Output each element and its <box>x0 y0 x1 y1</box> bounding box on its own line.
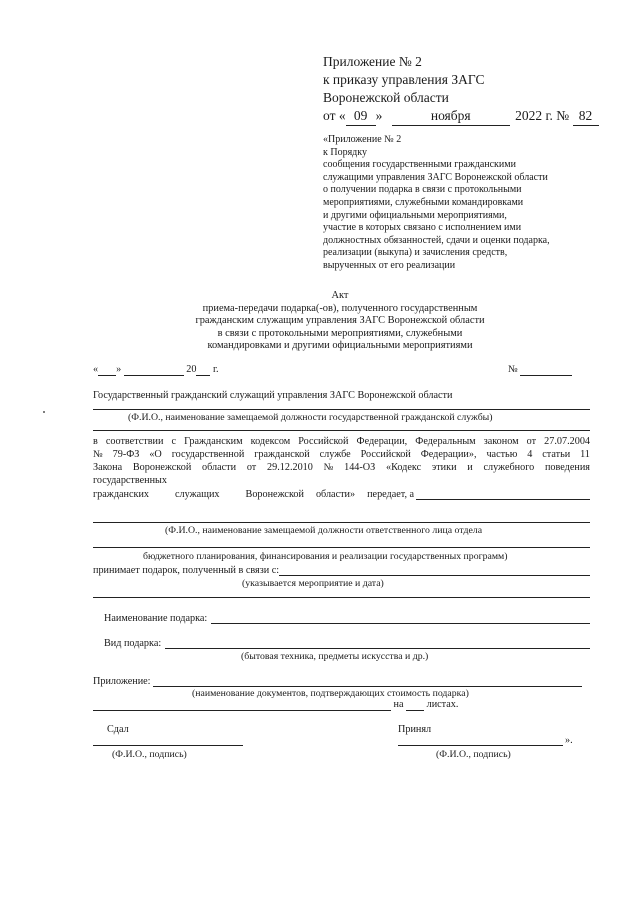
fio-caption-1: (Ф.И.О., наименование замещаемой должности государственной гражданской службы) <box>128 412 493 423</box>
law-word: 4 <box>527 449 533 460</box>
gift-name-row <box>104 612 590 624</box>
event-blank <box>279 564 590 576</box>
law-word: этики <box>431 462 457 473</box>
law-word: служащих <box>175 489 220 500</box>
law-word: области <box>202 462 237 473</box>
gift-type-label: Вид подарка: <box>104 638 162 649</box>
law-word: Закона <box>93 462 123 473</box>
received-sign-line <box>398 745 563 746</box>
law-word: № <box>93 449 103 460</box>
fio-underline-2 <box>93 430 590 431</box>
attachment-label: Приложение: <box>93 676 151 687</box>
act-date-row <box>93 364 219 376</box>
appendix-line: служащими управления ЗАГС Воронежской области <box>323 171 548 183</box>
fio-sign-left: (Ф.И.О., подпись) <box>112 749 187 760</box>
handed-label: Сдал <box>107 724 129 735</box>
margin-dot <box>43 411 45 413</box>
law-word: и <box>467 462 473 473</box>
law-word: Российской <box>298 436 349 447</box>
event-caption: (указывается мероприятие и дата) <box>242 578 384 589</box>
law-word: 11 <box>580 449 590 460</box>
appendix-line: участие в которых связано с исполнением ими <box>323 222 522 234</box>
appendix-line: вырученных от его реализации <box>323 259 456 271</box>
law-word: соответствии <box>105 436 164 447</box>
docs-blank <box>93 699 391 711</box>
attachment-blank <box>153 675 582 687</box>
law-word: Федерации», <box>420 449 477 460</box>
law-word: кодексом <box>250 436 291 447</box>
order-month: ноября <box>392 107 510 126</box>
appendix-line: «Приложение № 2 <box>323 134 402 145</box>
accepts-row <box>93 564 590 576</box>
law-word: 27.07.2004 <box>544 436 590 447</box>
order-day: 09 <box>346 107 376 126</box>
docs-caption: (наименование документов, подтверждающих стоимость подарка) <box>192 688 469 699</box>
act-month-blank <box>124 364 184 376</box>
receiver-line-2 <box>93 547 590 548</box>
law-word: частью <box>486 449 518 460</box>
sheets-text: листах. <box>426 699 459 710</box>
act-title-word: Акт <box>331 290 349 301</box>
act-title-line: в связи с протокольными мероприятиями, служебными <box>217 327 463 339</box>
law-word: 29.12.2010 <box>267 462 313 473</box>
gift-name-label: Наименование подарка: <box>104 613 208 624</box>
appendix-line: к Порядку <box>323 146 367 158</box>
received-label: Принял <box>398 724 432 735</box>
act-year-blank <box>196 364 210 376</box>
sheets-count-blank <box>406 699 424 711</box>
law-word: Гражданским <box>184 436 243 447</box>
event-line-2 <box>93 597 590 598</box>
law-word: службе <box>319 449 351 460</box>
law-word: 79-ФЗ <box>112 449 140 460</box>
law-word: гражданской <box>254 449 310 460</box>
law-word: в <box>93 436 98 447</box>
servant-line: Государственный гражданский служащий управления ЗАГС Воронежской области <box>93 390 453 401</box>
appendix-line: реализации (выкупа) и зачисления средств, <box>323 247 508 259</box>
sheets-row <box>93 699 458 711</box>
date-prefix: от « <box>323 108 346 123</box>
law-word: передает, а <box>367 489 415 500</box>
on-text: на <box>393 699 404 710</box>
law-word: статьи <box>542 449 571 460</box>
twenty: 20 <box>186 364 197 375</box>
act-title <box>160 290 520 353</box>
act-title-line: командировками и другими официальными мероприятиями <box>207 340 473 352</box>
closing-quote: ». <box>565 735 573 746</box>
law-word: Воронежской <box>245 489 304 500</box>
gift-type-caption: (бытовая техника, предметы искусства и др.) <box>241 651 429 662</box>
appendix-line: мероприятиями, служебными командировками <box>323 196 524 208</box>
header-line-3: Воронежской области <box>323 90 449 105</box>
law-word: от <box>246 462 257 473</box>
number-sign: № <box>508 364 518 375</box>
transfer-to-blank <box>416 488 590 500</box>
law-word: 144-ОЗ <box>344 462 376 473</box>
header-line-1: Приложение № 2 <box>323 54 422 69</box>
act-number-blank <box>520 364 572 376</box>
law-word: области» <box>315 489 356 500</box>
law-word: Российской <box>360 449 411 460</box>
appendix-line: о получении подарка в связи с протокольными <box>323 184 522 196</box>
dept-caption: бюджетного планирования, финансирования и реализации государственных программ) <box>143 551 508 562</box>
law-word: Воронежской <box>132 462 192 473</box>
law-row-3 <box>93 462 590 473</box>
law-word: государственной <box>171 449 245 460</box>
handed-sign-line <box>93 745 243 746</box>
law-word: гражданских <box>93 489 150 500</box>
year-g: г. <box>213 364 219 375</box>
law-word: Федеральным <box>415 436 476 447</box>
law-row-4: государственных <box>93 475 167 486</box>
date-mid: » <box>375 108 383 123</box>
law-word: от <box>526 436 537 447</box>
law-word: поведения <box>544 462 590 473</box>
receiver-line-1 <box>93 522 590 523</box>
appendix-line: и другими официальными мероприятиями, <box>323 209 507 221</box>
fio-sign-right: (Ф.И.О., подпись) <box>436 749 511 760</box>
act-day-blank <box>98 364 116 376</box>
quote-close: » <box>116 364 122 375</box>
accepts-text: принимает подарок, полученный в связи с: <box>93 565 280 576</box>
fio-caption-2: (Ф.И.О., наименование замещаемой должности ответственного лица отдела <box>165 525 483 536</box>
order-year: 2022 г. № <box>515 108 570 123</box>
law-word: с <box>171 436 177 447</box>
header-line-2: к приказу управления ЗАГС <box>323 72 485 87</box>
attachment-row <box>93 675 582 687</box>
servant-fio-line <box>93 409 590 410</box>
law-row-5 <box>93 488 590 500</box>
appendix-line: должностных обязанностей, сдачи и оценки подарка, <box>323 234 550 246</box>
gift-name-blank <box>211 612 590 624</box>
law-row-2 <box>93 449 590 460</box>
gift-type-blank <box>165 637 590 649</box>
order-date-row <box>323 107 599 126</box>
quote-open: « <box>93 364 99 375</box>
law-word: законом <box>483 436 519 447</box>
gift-type-row <box>104 637 590 649</box>
act-number-row <box>508 364 572 376</box>
law-word: «Кодекс <box>385 462 422 473</box>
act-title-line: приема-передачи подарка(-ов), полученного государственным <box>202 302 478 314</box>
appendix-block <box>323 134 550 273</box>
appendix-line: сообщения государственными гражданскими <box>323 159 516 171</box>
law-word: «О <box>149 449 162 460</box>
act-title-line: гражданским служащим управления ЗАГС Воронежской области <box>195 315 485 327</box>
law-word: служебного <box>483 462 535 473</box>
order-number: 82 <box>573 107 599 126</box>
law-word: Федерации, <box>356 436 408 447</box>
law-row-1 <box>93 436 590 447</box>
law-word: № <box>323 462 334 473</box>
